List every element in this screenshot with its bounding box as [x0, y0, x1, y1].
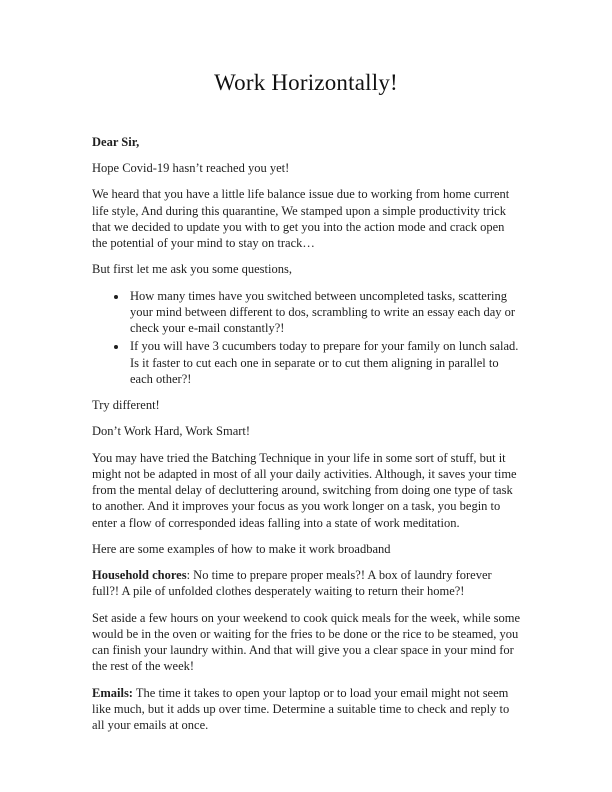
emails-text: The time it takes to open your laptop or to load your email might not seem like much, but it adds up over time. Determine a suitable time to check and reply to all your emails at once. [92, 685, 510, 733]
salutation: Dear Sir, [92, 134, 140, 149]
paragraph-weekend-plan: Set aside a few hours on your weekend to cook quick meals for the week, while some would be in the oven or waiting for the fries to be done or the rice to be steamed, you can finish your laundry within. And that will give you a clear space in your mind for the rest of the week! [92, 610, 521, 674]
emails-label: Emails: [92, 685, 133, 700]
household-chores-label: Household chores [92, 568, 187, 583]
document-title: Work Horizontally! [214, 70, 398, 95]
paragraph-household-chores [92, 567, 520, 600]
questions-list [92, 288, 520, 388]
paragraph-greeting: Hope Covid-19 hasn’t reached you yet! [92, 161, 290, 176]
list-item-switch-tasks: • How many times have you switched between uncompleted tasks, scattering your mind between different to dos, scrambling to write an essay each day or check your e-mail constantly?! [128, 288, 520, 337]
paragraph-life-balance: We heard that you have a little life balance issue due to working from home current life style, And during this quarantine, We stamped upon a simple productivity trick that we decided to update you with to get you into the action mode and crack open the potential of your mind to stay on track… [92, 187, 510, 251]
paragraph-try-different: Try different! [92, 398, 160, 413]
household-chores-text: : No time to prepare proper meals?! A box of laundry forever full?! A pile of unfolded clothes desperately waiting to return their home?! [92, 568, 492, 599]
paragraph-questions-lead: But first let me ask you some questions, [92, 262, 292, 277]
list-item-cucumbers: • If you will have 3 cucumbers today to prepare for your family on lunch salad. Is it faster to cut each one in separate or to cut them aligning in parallel to each other?! [128, 338, 520, 387]
paragraph-emails [92, 685, 520, 734]
paragraph-examples-lead: Here are some examples of how to make it work broadband [92, 541, 391, 556]
paragraph-work-smart: Don’t Work Hard, Work Smart! [92, 424, 251, 439]
paragraph-batching: You may have tried the Batching Technique in your life in some sort of stuff, but it might not be adapted in most of all your daily activities. Although, it saves your time from the mental delay of decluttering around, switching from doing one type of task to another. And it improves your focus as you work longer on a task, you begin to enter a flow of corresponded ideas falling into a state of work meditation. [92, 450, 517, 530]
